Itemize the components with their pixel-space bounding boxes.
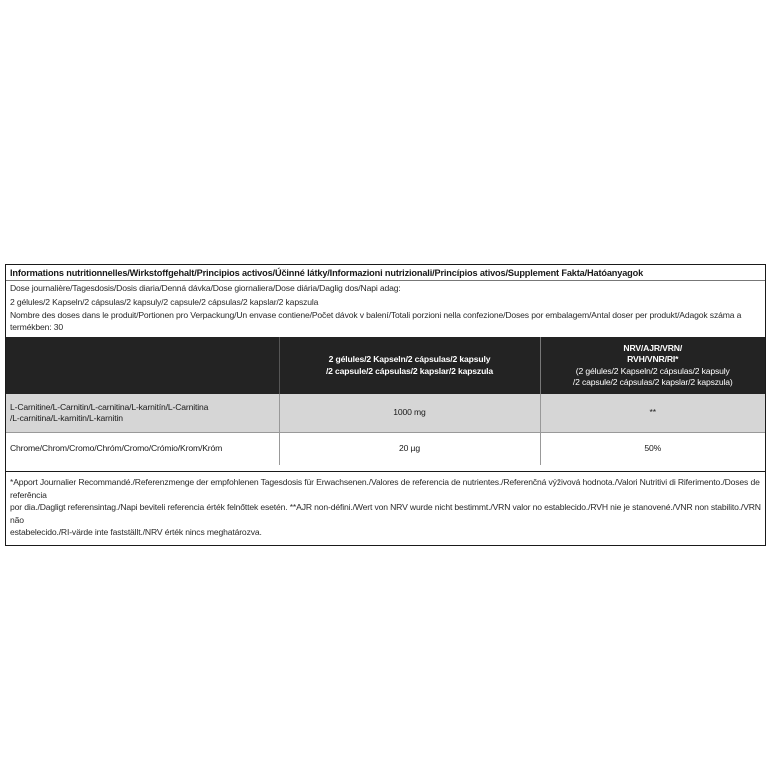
ingredient-name-line1: L-Carnitine/L-Carnitin/L-carnitina/L-karnitín/L-Carnitina: [10, 401, 209, 412]
header-dose-line2: /2 capsule/2 cápsulas/2 kapslar/2 kapszula: [325, 365, 494, 376]
panel-meta: [6, 281, 765, 337]
header-nrv-cell: [540, 337, 765, 394]
header-ingredient-cell: [6, 337, 279, 394]
ingredient-nrv: **: [540, 394, 765, 433]
footnote: [6, 471, 765, 545]
ingredient-amount: 20 µg: [279, 433, 540, 466]
daily-dose-label: Dose journalière/Tagesdosis/Dosis diaria/Denná dávka/Dose giornaliera/Dose diária/Daglig dos/Napi adag:: [10, 283, 401, 293]
footnote-line2: por dia./Dagligt referensintag./Napi beviteli referencia érték felnőttek esetén. **AJR non-défini./Wert von NRV wurde nicht bestimmt./VRN valor no establecido./RVH nie je stanovené./VNR non stabilito./VRN não: [10, 502, 761, 525]
footnote-line1: *Apport Journalier Recommandé./Referenzmenge der empfohlenen Tagesdosis für Erwachsenen./Valores de referencia de nutrientes./Referenčná výživová hodnota./Valori Nutritivi di Riferimento./Doses de referência: [10, 477, 760, 500]
ingredient-name-line1: Chrome/Chrom/Cromo/Chróm/Cromo/Crómio/Krom/Króm: [10, 443, 223, 454]
ingredient-name: [6, 394, 279, 433]
header-nrv-line1: NRV/AJR/VRN/: [623, 342, 683, 353]
ingredient-amount: 1000 mg: [279, 394, 540, 433]
header-dose-line1: 2 gélules/2 Kapseln/2 cápsulas/2 kapsuly: [328, 354, 491, 364]
ingredient-name-line2: /L-carnitina/L-karnitin/L-karnitin: [10, 413, 123, 423]
ingredient-name: [6, 433, 279, 466]
daily-dose-value: 2 gélules/2 Kapseln/2 cápsulas/2 kapsuly/2 capsule/2 cápsulas/2 kapslar/2 kapszula: [10, 296, 319, 307]
nutrition-facts-panel: [5, 264, 766, 546]
panel-title: Informations nutritionnelles/Wirkstoffgehalt/Principios activos/Účinné látky/Informazioni nutrizionali/Princípios ativos/Supplement Fakta/Hatóanyagok: [6, 265, 765, 281]
header-nrv-line4: /2 capsule/2 cápsulas/2 kapslar/2 kapszula): [572, 377, 733, 387]
header-nrv-line2: RVH/VNR/RI*: [627, 354, 679, 364]
footnote-line3: estabelecido./RI-värde inte fastställt./NRV érték nincs meghatározva.: [10, 527, 262, 537]
table-row: [6, 394, 765, 433]
header-nrv-line3: (2 gélules/2 Kapseln/2 cápsulas/2 kapsuly: [575, 365, 730, 376]
nutrition-table: [6, 337, 765, 465]
ingredient-nrv: 50%: [540, 433, 765, 466]
table-header-row: [6, 337, 765, 394]
table-row: [6, 433, 765, 466]
servings-per-container: Nombre des doses dans le produit/Portionen pro Verpackung/Un envase contiene/Počet dávok v balení/Totali porzioni nella confezione/Doses por embalagem/Antal doser per produkt/Adagok száma a termékben: 30: [10, 310, 742, 332]
header-dose-cell: [279, 337, 540, 394]
